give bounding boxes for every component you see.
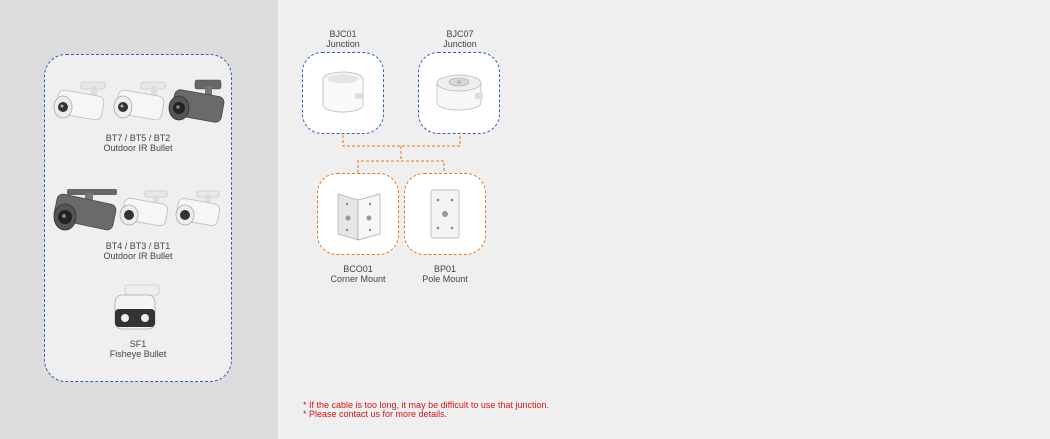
accessory-name: Pole Mount: [422, 274, 468, 284]
junction-box-icon: [419, 53, 499, 133]
junction-box-bjc01: [302, 52, 384, 134]
accessory-code: BJC01: [329, 29, 357, 39]
accessory-label-bjc01: [283, 29, 403, 49]
mount-box-bp01: [404, 173, 486, 255]
accessory-name: Junction: [326, 39, 360, 49]
accessory-label-bp01: [385, 264, 505, 284]
camera-model-label: BT7 / BT5 / BT2: [105, 133, 171, 143]
accessory-name: Corner Mount: [330, 274, 386, 284]
accessory-name: Junction: [443, 39, 477, 49]
accessory-code: BJC07: [446, 29, 474, 39]
junction-box-bjc07: [418, 52, 500, 134]
note-cable-length: * If the cable is too long, it may be difficult to use that junction.: [303, 400, 549, 410]
camera-type-label: Outdoor IR Bullet: [103, 143, 173, 153]
accessory-code: BCO01: [343, 264, 373, 274]
junction-box-icon: [303, 53, 383, 133]
corner-mount-icon: [318, 174, 398, 254]
camera-type-label: Outdoor IR Bullet: [103, 251, 173, 261]
accessory-code: BP01: [433, 264, 457, 274]
mount-box-bco01: [317, 173, 399, 255]
note-contact: * Please contact us for more details.: [303, 409, 448, 419]
pole-mount-icon: [405, 174, 485, 254]
camera-model-label: BT4 / BT3 / BT1: [105, 241, 171, 251]
junction-connector: [343, 135, 460, 146]
mount-connector: [358, 161, 444, 173]
camera-model-label: SF1: [129, 339, 147, 349]
accessory-label-bjc07: [400, 29, 520, 49]
camera-type-label: Fisheye Bullet: [109, 349, 167, 359]
